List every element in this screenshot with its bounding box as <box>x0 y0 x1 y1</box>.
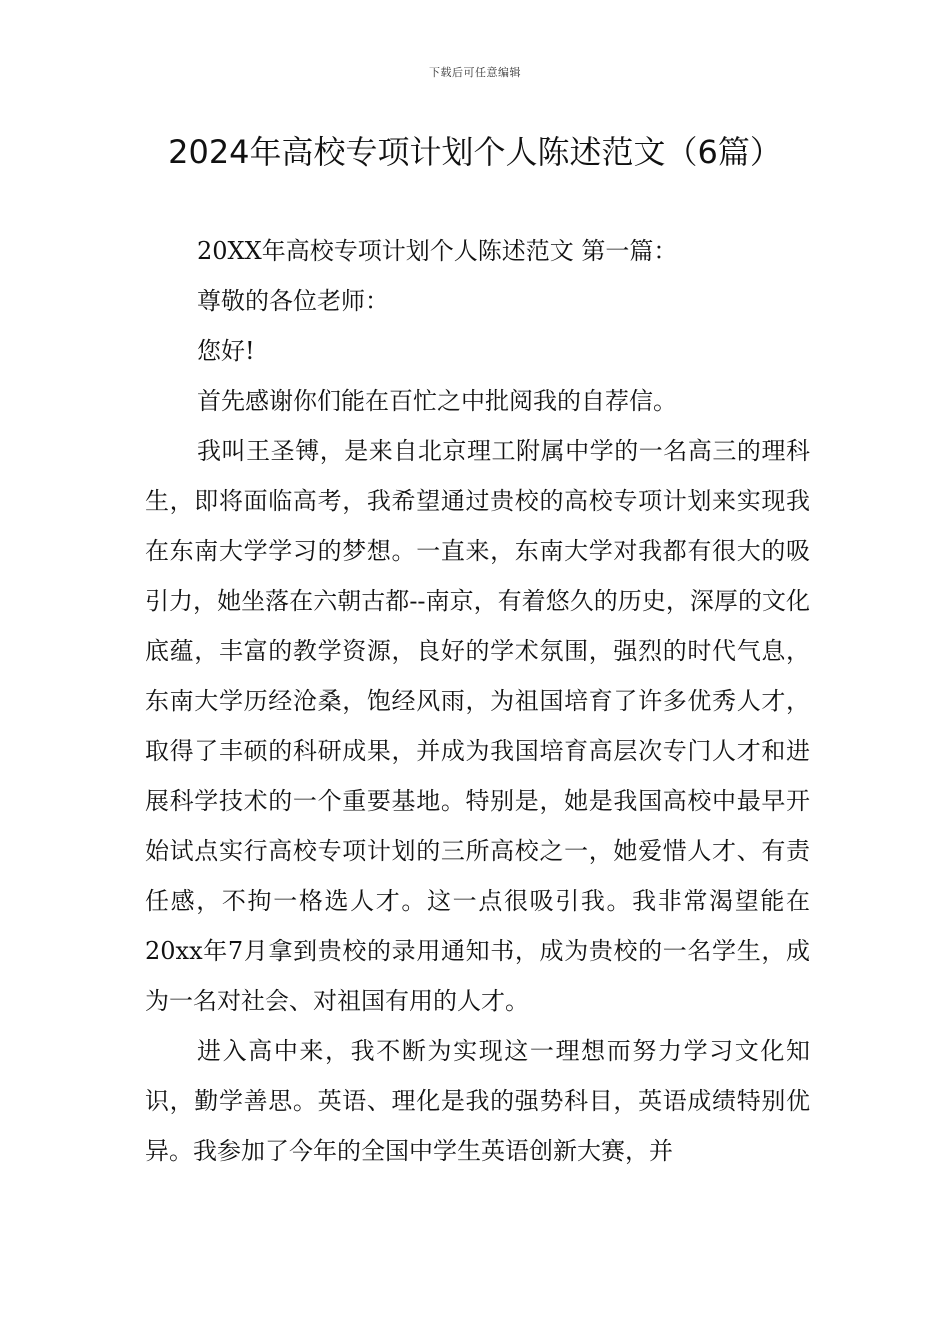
document-body <box>145 226 810 1176</box>
paragraph: 我叫王圣镈，是来自北京理工附属中学的一名高三的理科生，即将面临高考，我希望通过贵校的高校专项计划来实现我在东南大学学习的梦想。一直来，东南大学对我都有很大的吸引力，她坐落在六朝古都--南京，有着悠久的历史，深厚的文化底蕴，丰富的教学资源，良好的学术氛围，强烈的时代气息，东南大学历经沧桑，饱经风雨，为祖国培育了许多优秀人才，取得了丰硕的科研成果，并成为我国培育高层次专门人才和进展科学技术的一个重要基地。特别是，她是我国高校中最早开始试点实行高校专项计划的三所高校之一，她爱惜人才、有责任感，不拘一格选人才。这一点很吸引我。我非常渴望能在20xx年7月拿到贵校的录用通知书，成为贵校的一名学生，成为一名对社会、对祖国有用的人才。 <box>145 437 810 1015</box>
greeting: 您好! <box>197 337 255 365</box>
header-note: 下载后可任意编辑 <box>429 66 521 79</box>
paragraph: 首先感谢你们能在百忙之中批阅我的自荐信。 <box>197 387 677 415</box>
paragraph: 进入高中来，我不断为实现这一理想而努力学习文化知识，勤学善思。英语、理化是我的强势科目，英语成绩特别优异。我参加了今年的全国中学生英语创新大赛，并 <box>145 1037 810 1165</box>
salutation: 尊敬的各位老师： <box>197 287 389 315</box>
document-title: 2024年高校专项计划个人陈述范文（6篇） <box>168 133 782 171</box>
section-heading: 20XX年高校专项计划个人陈述范文 第一篇： <box>197 237 678 265</box>
